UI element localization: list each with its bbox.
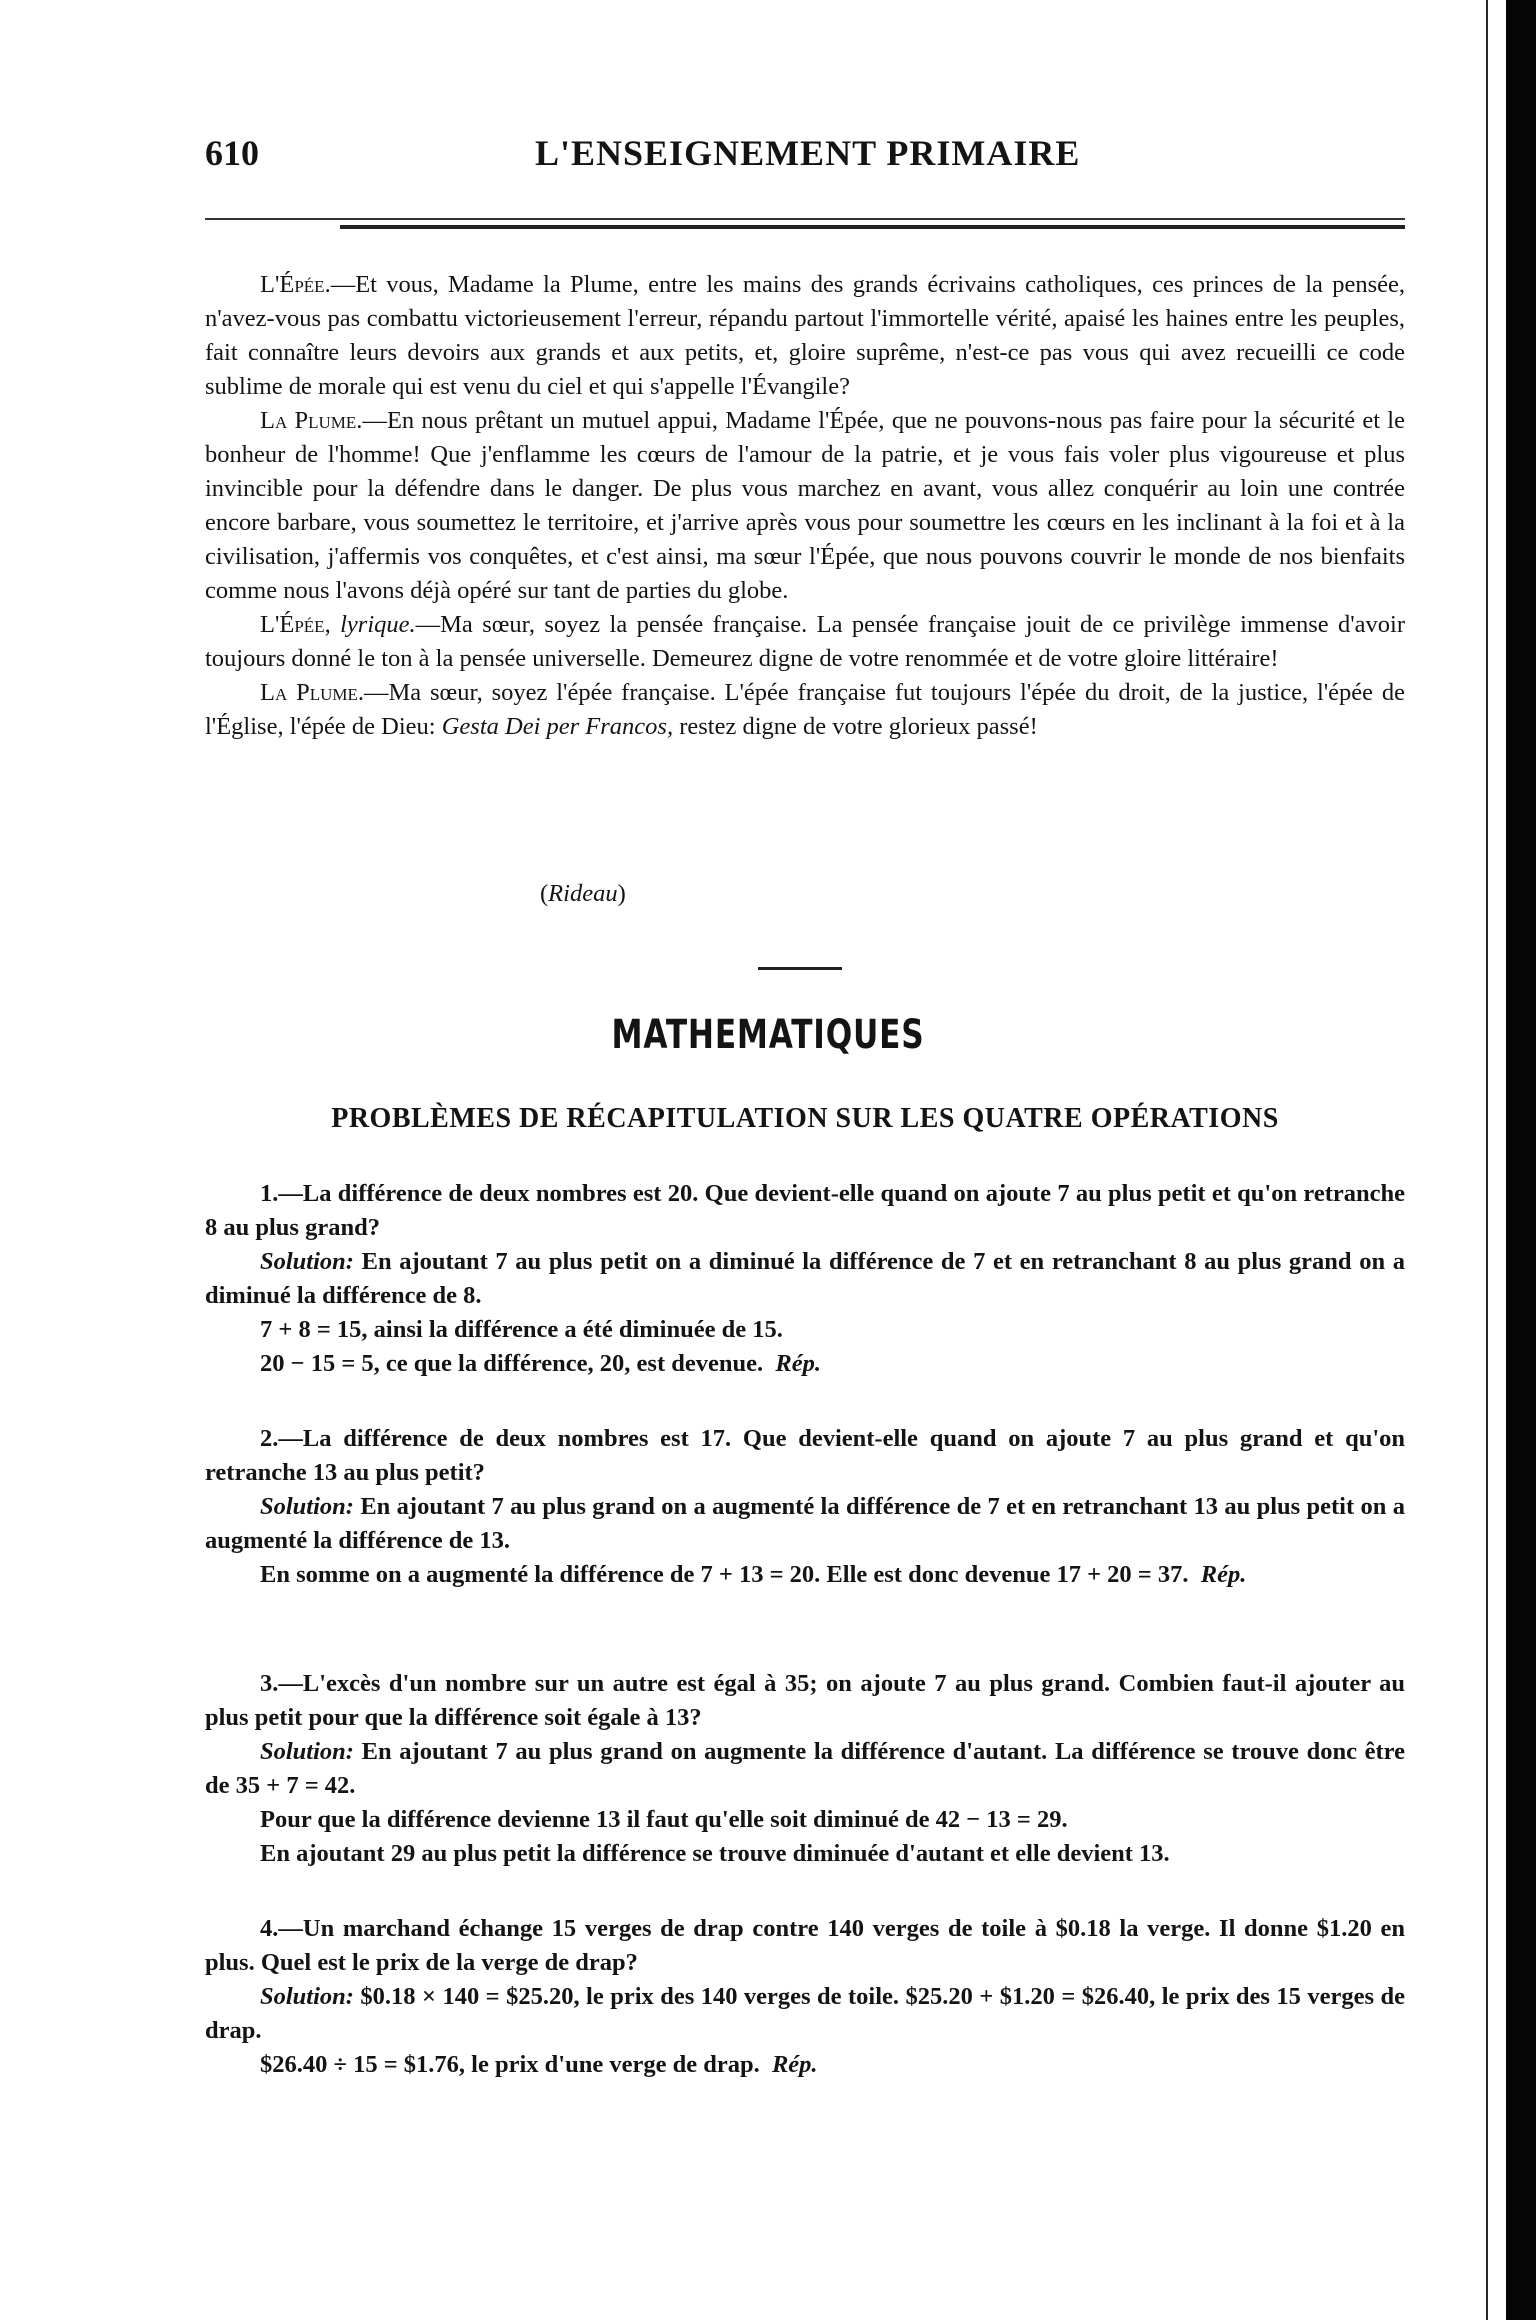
dialogue-paragraph bbox=[205, 404, 1405, 608]
dialogue-paragraph bbox=[205, 608, 1405, 676]
answer-label: Rép. bbox=[1200, 1561, 1247, 1588]
dialogue-block bbox=[205, 268, 1405, 744]
speaker-name: L'Épée. bbox=[260, 271, 331, 298]
page-number: 610 bbox=[205, 133, 259, 173]
solution-line: Pour que la différence devienne 13 il faut qu'elle soit diminué de 42 − 13 = 29. bbox=[260, 1806, 1068, 1833]
solution-label: Solution: bbox=[260, 1738, 354, 1765]
solution-line-text: En somme on a augmenté la différence de 7 + 13 = 20. Elle est donc devenue 17 + 20 = 37. bbox=[260, 1561, 1189, 1588]
stage-direction-rideau: (Rideau) bbox=[540, 880, 626, 907]
solution-text: En ajoutant 7 au plus grand on augmente la différence d'autant. La différence se trouve donc être de 35 + 7 = 42. bbox=[205, 1738, 1405, 1799]
section-divider bbox=[758, 967, 842, 970]
header-rule-thick bbox=[340, 225, 1405, 229]
problem-statement: 4.—Un marchand échange 15 verges de drap contre 140 verges de toile à $0.18 la verge. Il donne $1.20 en plus. Quel est le prix de la verge de drap? bbox=[205, 1915, 1405, 1976]
solution-line-text: $26.40 ÷ 15 = $1.76, le prix d'une verge de drap. bbox=[260, 2051, 760, 2078]
problem-statement: 1.—La différence de deux nombres est 20. Que devient-elle quand on ajoute 7 au plus petit et qu'on retranche 8 au plus grand? bbox=[205, 1180, 1405, 1241]
solution-text: En ajoutant 7 au plus petit on a diminué la différence de 7 et en retranchant 8 au plus grand on a diminué la différence de 8. bbox=[205, 1248, 1405, 1309]
problem-statement: 2.—La différence de deux nombres est 17. Que devient-elle quand on ajoute 7 au plus grand et qu'on retranche 13 au plus petit? bbox=[205, 1425, 1405, 1486]
problem-solution bbox=[205, 1490, 1405, 1558]
running-title: L'ENSEIGNEMENT PRIMAIRE bbox=[535, 133, 1081, 173]
solution-line bbox=[205, 2048, 1405, 2082]
dialogue-text: restez digne de votre glorieux passé! bbox=[673, 713, 1038, 740]
dialogue-paragraph bbox=[205, 676, 1405, 744]
dialogue-paragraph bbox=[205, 268, 1405, 404]
solution-line: En ajoutant 29 au plus petit la différence se trouve diminuée d'autant et elle devient 13. bbox=[260, 1840, 1170, 1867]
problem-2 bbox=[205, 1422, 1405, 1592]
answer-label: Rép. bbox=[775, 1350, 821, 1377]
dialogue-text: —Et vous, Madame la Plume, entre les mains des grands écrivains catholiques, ces princes de la pensée, n'avez-vous pas combattu victorieusement l'erreur, répandu partout l'immortelle vérité, apaisé les haines entre les peuples, fait connaître leurs devoirs aux grands et aux petits, et, gloire suprême, n'est-ce pas vous qui avez recueilli ce code sublime de morale qui est venu du ciel et qui s'appelle l'Évangile? bbox=[205, 271, 1405, 400]
solution-text: $0.18 × 140 = $25.20, le prix des 140 verges de toile. $25.20 + $1.20 = $26.40, le prix des 15 verges de drap. bbox=[205, 1983, 1405, 2044]
solution-label: Solution: bbox=[260, 1983, 354, 2010]
solution-label: Solution: bbox=[260, 1248, 354, 1275]
problem-4 bbox=[205, 1912, 1405, 2082]
solution-line: 7 + 8 = 15, ainsi la différence a été diminuée de 15. bbox=[260, 1316, 783, 1343]
scan-edge-border bbox=[1506, 0, 1536, 2320]
section-subtitle: PROBLÈMES DE RÉCAPITULATION SUR LES QUATRE OPÉRATIONS bbox=[331, 1103, 1279, 1134]
solution-text: En ajoutant 7 au plus grand on a augmenté la différence de 7 et en retranchant 13 au plus petit on a augmenté la différence de 13. bbox=[205, 1493, 1405, 1554]
problem-3 bbox=[205, 1667, 1405, 1871]
solution-line bbox=[205, 1347, 1405, 1381]
dialogue-text: —Ma sœur, soyez la pensée française. La pensée française jouit de ce privilège immense d'avoir toujours donné le ton à la pensée universelle. Demeurez digne de votre renommée et de votre gloire littéraire! bbox=[205, 611, 1406, 672]
header-rule-thin bbox=[205, 218, 1405, 220]
solution-label: Solution: bbox=[260, 1493, 354, 1520]
answer-label: Rép. bbox=[771, 2051, 818, 2078]
problem-solution bbox=[205, 1735, 1405, 1803]
speaker-name: La Plume. bbox=[260, 679, 364, 706]
latin-phrase: Gesta Dei per Francos, bbox=[441, 713, 674, 740]
rideau-text: Rideau bbox=[548, 880, 618, 907]
problem-solution bbox=[205, 1245, 1405, 1313]
scan-edge-line bbox=[1486, 0, 1488, 2320]
speaker-name: L'Épée, bbox=[260, 611, 331, 638]
section-title: MATHEMATIQUES bbox=[611, 1012, 925, 1058]
problem-1 bbox=[205, 1177, 1405, 1381]
solution-line-text: 20 − 15 = 5, ce que la différence, 20, est devenue. bbox=[260, 1350, 764, 1377]
stage-direction-inline: lyrique. bbox=[340, 611, 416, 638]
dialogue-text: —Ma sœur, soyez l'épée française. L'épée française fut toujours l'épée du droit, de la justice, l'épée de l'Église, l'épée de Dieu: bbox=[205, 679, 1406, 740]
speaker-name: La Plume. bbox=[260, 407, 363, 434]
solution-line bbox=[205, 1558, 1405, 1592]
page-header bbox=[205, 132, 1405, 182]
problem-solution bbox=[205, 1980, 1405, 2048]
problem-statement: 3.—L'excès d'un nombre sur un autre est égal à 35; on ajoute 7 au plus grand. Combien faut-il ajouter au plus petit pour que la différence soit égale à 13? bbox=[205, 1670, 1405, 1731]
dialogue-text: —En nous prêtant un mutuel appui, Madame l'Épée, que ne pouvons-nous pas faire pour la sécurité et le bonheur de l'homme! Que j'enflamme les cœurs de l'amour de la patrie, et je vous fais voler plus vigoureuse et plus invincible pour la défendre dans le danger. De plus vous marchez en avant, vous allez conquérir au loin une contrée encore barbare, vous soumettez le territoire, et j'arrive après vous pour soumettre les cœurs en les inclinant à la foi et à la civilisation, j'affermis vos conquêtes, et c'est ainsi, ma sœur l'Épée, que nous pouvons couvrir le monde de nos bienfaits comme nous l'avons déjà opéré sur tant de parties du globe. bbox=[205, 407, 1405, 604]
